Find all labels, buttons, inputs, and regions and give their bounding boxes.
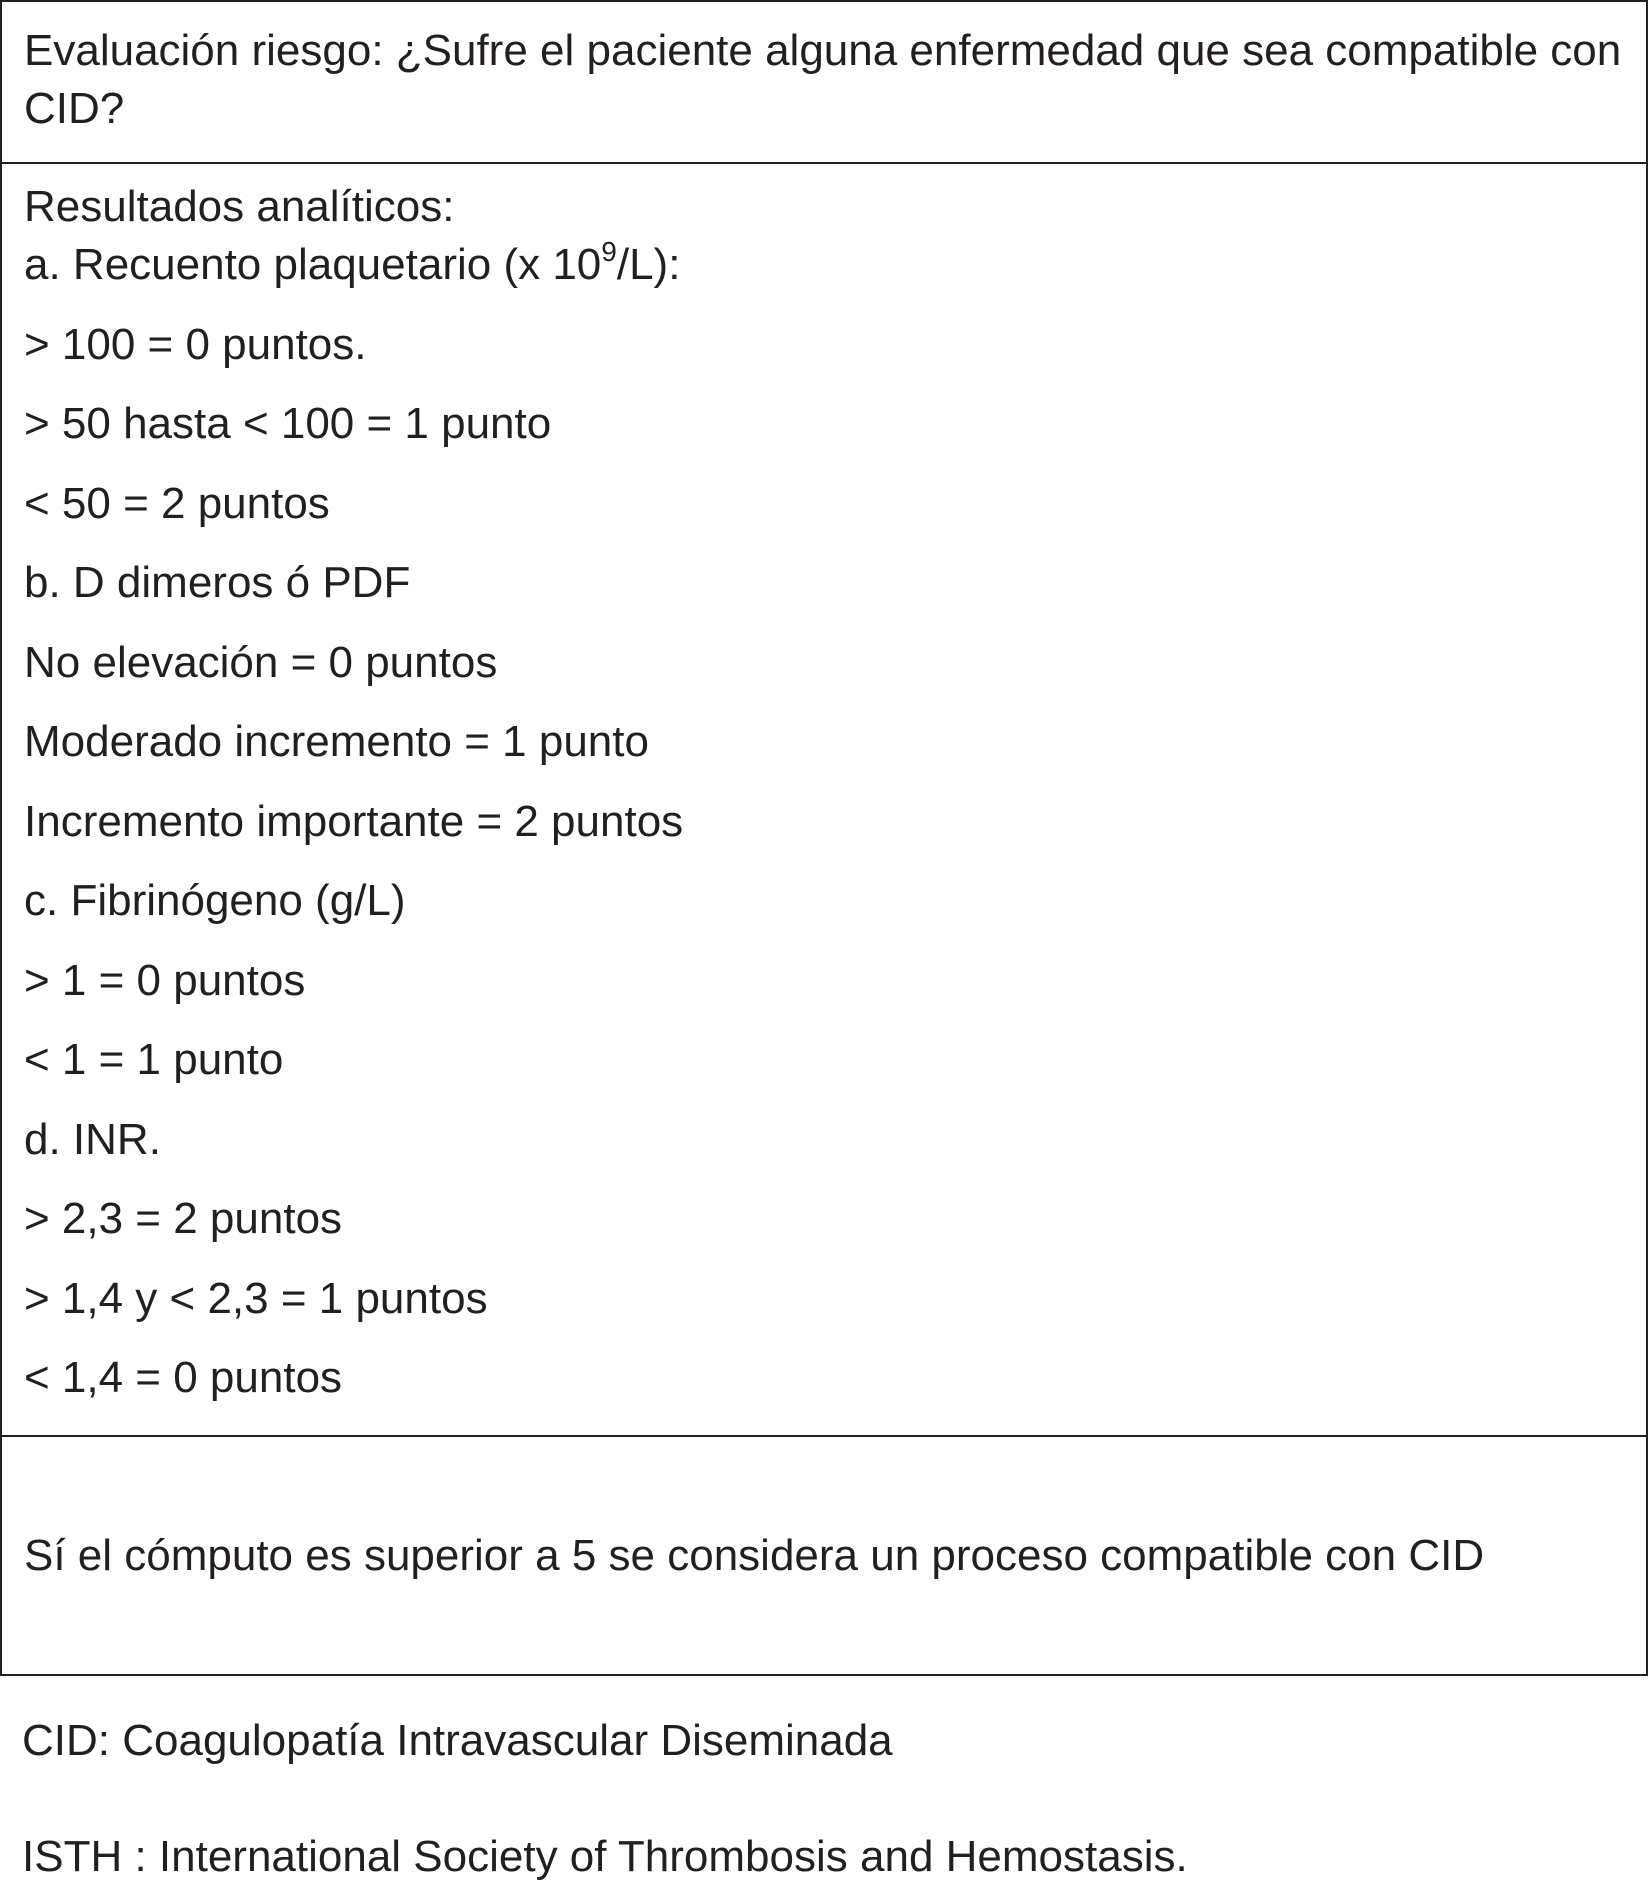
platelet-label-prefix: a. Recuento plaquetario (x 10 — [24, 240, 602, 289]
fibrinogen-under-1: < 1 = 1 punto — [24, 1035, 284, 1084]
platelet-label-exponent: 9 — [601, 236, 617, 268]
fibrinogen-over-1: > 1 = 0 puntos — [24, 955, 306, 1005]
inr-label: d. INR. — [24, 1114, 161, 1164]
inr-1-4-to-2-3: > 1,4 y < 2,3 = 1 puntos — [24, 1273, 488, 1323]
inr-under-1-4: < 1,4 = 0 puntos — [24, 1353, 343, 1402]
d-dimer-no-elevation: No elevación = 0 puntos — [24, 637, 498, 687]
fibrinogen-label: c. Fibrinógeno (g/L) — [24, 876, 406, 925]
footnote-cid: CID: Coagulopatía Intravascular Diseminada — [22, 1716, 893, 1765]
platelet-under-50: < 50 = 2 puntos — [24, 478, 330, 528]
lab-results-heading: Resultados analíticos: — [24, 182, 455, 231]
d-dimer-moderate: Moderado incremento = 1 punto — [24, 717, 649, 766]
platelet-count-label — [24, 236, 1634, 320]
footnotes — [22, 1716, 1632, 1882]
platelet-over-100: > 100 = 0 puntos. — [24, 319, 367, 369]
risk-assessment-cell — [2, 2, 1646, 162]
d-dimer-important: Incremento importante = 2 puntos — [24, 796, 684, 846]
score-interpretation-cell — [2, 1435, 1646, 1674]
platelet-50-to-100: > 50 hasta < 100 = 1 punto — [24, 399, 552, 448]
d-dimer-label: b. D dimeros ó PDF — [24, 558, 411, 607]
lab-results-cell — [2, 162, 1646, 1435]
inr-over-2-3: > 2,3 = 2 puntos — [24, 1194, 343, 1243]
platelet-label-suffix: /L): — [616, 240, 681, 289]
score-interpretation-text: Sí el cómputo es superior a 5 se considera un proceso compatible con CID — [24, 1530, 1485, 1580]
risk-assessment-text: Evaluación riesgo: ¿Sufre el paciente alguna enfermedad que sea compatible con CID? — [24, 26, 1622, 133]
footnote-isth: ISTH : International Society of Thrombosis and Hemostasis. — [22, 1832, 1188, 1881]
